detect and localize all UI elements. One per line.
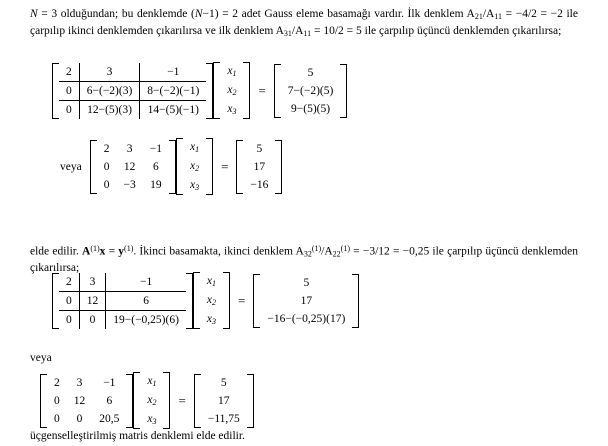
matrix-cell: 0	[59, 291, 79, 310]
bracket-left	[274, 64, 281, 118]
matrix-cell: 0	[79, 310, 106, 329]
bracket-left	[213, 62, 220, 119]
bracket-left	[40, 374, 47, 428]
vector-x-3	[193, 272, 230, 329]
matrix-cell: 0	[54, 412, 60, 425]
matrix-cell: 12	[79, 291, 106, 310]
matrix-cell: 20,5	[99, 412, 120, 425]
table-row	[183, 157, 206, 176]
vector-cell: $x_3$	[147, 413, 157, 426]
matrix-cell: −1	[140, 63, 207, 82]
table-row	[220, 100, 243, 119]
matrix-cell: 6	[152, 160, 159, 173]
matrix-cell: 2	[59, 273, 79, 292]
table-row	[200, 310, 223, 329]
matrix-cell: 0	[103, 178, 110, 191]
rhs-cell: −16−(−0,25)(17)	[267, 312, 346, 325]
matrix-cell: 3	[79, 63, 140, 82]
table-row	[183, 176, 206, 195]
equation-block-1	[52, 62, 347, 119]
vector-rhs-2	[236, 140, 282, 194]
vector-cell: $x_3$	[206, 313, 217, 326]
vector-cell: $x_2$	[206, 294, 217, 307]
vector-rhs-4	[194, 374, 254, 428]
matrix-cell: 3	[76, 376, 83, 389]
matrix-cell: 0	[76, 412, 83, 425]
bracket-right	[352, 274, 359, 328]
matrix-cell: 6−(−2)(3)	[79, 81, 140, 100]
bracket-right	[169, 140, 176, 194]
bracket-right	[223, 272, 230, 329]
matrix-cell: 2	[59, 63, 79, 82]
paragraph-intro-line2: $A_{21}/A_{11} = -4/2 = -2$ ile çarpılıp ikinci denklemden çıkarılırsa ve ilk denklem $A_{31}/A_{11} = 10/2 = 5$ ile çarpılıp üçüncü denklemden çıkarılırsa;	[30, 8, 578, 38]
bracket-right	[243, 62, 250, 119]
table-row	[243, 176, 275, 194]
vector-x-2	[176, 138, 213, 195]
equation-block-2	[60, 138, 282, 195]
bracket-left	[253, 274, 260, 328]
vector-cell: $x_3$	[189, 179, 200, 192]
matrix-cell: 12	[123, 160, 136, 173]
bracket-right	[340, 64, 347, 118]
table-row	[260, 310, 352, 328]
table-row	[200, 291, 223, 310]
table-row	[200, 272, 223, 291]
veya-label-2: veya	[30, 352, 52, 364]
table-row	[47, 374, 126, 392]
matrix-cell: 0	[103, 160, 110, 173]
rhs-cell: 17	[300, 294, 313, 307]
matrix-cell: 12	[73, 394, 86, 407]
vector-cell: $x_2$	[147, 394, 157, 407]
matrix-cell: 19	[150, 178, 162, 191]
rhs-cell: 5	[307, 66, 314, 79]
bracket-right	[186, 273, 193, 329]
bracket-left	[133, 372, 140, 429]
bracket-right	[206, 138, 213, 195]
rhs-cell: 9−(5)(5)	[291, 102, 331, 115]
table-row	[97, 176, 169, 194]
table-row	[201, 410, 247, 428]
matrix-cell: 6	[106, 394, 113, 407]
table-row	[140, 391, 163, 410]
matrix-cell: 3	[126, 142, 133, 155]
table-row	[243, 158, 275, 176]
vector-cell: $x_3$	[227, 103, 237, 116]
equals-sign: =	[221, 158, 229, 174]
table-row	[260, 292, 352, 310]
matrix-cell: −1	[106, 273, 186, 292]
vector-x-4	[133, 372, 170, 429]
rhs-cell: 17	[253, 160, 266, 173]
paragraph-second-step: elde edilir. $A^{(1)}x = y^{(1)}$. İkinci basamakta, ikinci denklem $A_{32}^{(1)}/A_{22}^{(1)} = -3/12 = -0,25$ ile çarpılıp üçüncü denklemden çıkarılırsa;	[30, 244, 578, 275]
table-row	[201, 392, 247, 410]
paragraph-intro	[30, 6, 578, 39]
rhs-cell: 5	[220, 376, 227, 389]
bracket-left	[193, 272, 200, 329]
table-row	[201, 374, 247, 392]
equation-block-4	[40, 372, 254, 429]
table-row	[281, 64, 341, 82]
table-row	[97, 140, 169, 158]
bracket-left	[194, 374, 201, 428]
bracket-left	[90, 140, 97, 194]
table-row	[183, 138, 206, 157]
table-row	[140, 372, 163, 391]
vector-cell: $x_1$	[189, 141, 200, 154]
table-row	[260, 274, 352, 292]
matrix-cell: 6	[106, 291, 186, 310]
paragraph-intro-line1: N = 3 olduğundan; bu denklemde (N−1) = 2 adet Gauss eleme basamağı vardır. İlk denklem	[30, 8, 464, 20]
bracket-right	[247, 374, 254, 428]
matrix-cell: 19−(−0,25)(6)	[106, 310, 186, 329]
matrix-cell: 0	[54, 394, 60, 407]
table-row	[220, 81, 243, 100]
rhs-cell: 5	[256, 142, 263, 155]
table-row	[47, 410, 126, 428]
matrix-cell: 0	[59, 100, 79, 119]
vector-cell: $x_2$	[189, 160, 200, 173]
matrix-cell: −3	[123, 178, 136, 191]
bracket-right	[163, 372, 170, 429]
vector-cell: $x_1$	[227, 65, 237, 78]
bracket-left	[236, 140, 243, 194]
table-row	[97, 158, 169, 176]
table-row	[47, 392, 126, 410]
table-row	[243, 140, 275, 158]
veya-label-1: veya	[60, 160, 82, 173]
matrix-cell: 14−(5)(−1)	[140, 100, 207, 119]
matrix-cell: 12−(5)(3)	[79, 100, 140, 119]
rhs-cell: 7−(−2)(5)	[287, 84, 334, 97]
matrix-cell: 0	[59, 81, 79, 100]
bracket-left	[52, 273, 59, 329]
table-row	[220, 62, 243, 81]
bracket-right	[206, 63, 213, 119]
table-row	[281, 100, 341, 118]
matrix-cell: −1	[103, 376, 116, 389]
equals-sign: =	[238, 292, 246, 308]
matrix-A-step1	[52, 63, 213, 119]
table-row	[281, 82, 341, 100]
matrix-cell: 0	[59, 310, 79, 329]
vector-cell: $x_1$	[147, 375, 157, 388]
table-row	[59, 273, 186, 292]
bracket-left	[52, 63, 59, 119]
paragraph-conclusion: üçgenselleştirilmiş matris denklemi elde edilir.	[30, 430, 245, 442]
table-row	[59, 63, 206, 82]
table-row	[59, 310, 186, 329]
rhs-cell: 5	[303, 276, 310, 289]
bracket-right	[126, 374, 133, 428]
table-row	[140, 410, 163, 429]
equals-sign: =	[258, 82, 266, 98]
vector-rhs-1	[274, 64, 348, 118]
table-row	[59, 291, 186, 310]
vector-cell: $x_2$	[227, 84, 237, 97]
equals-sign: =	[178, 392, 186, 408]
matrix-A-step2	[52, 273, 193, 329]
matrix-cell: 3	[79, 273, 106, 292]
vector-rhs-3	[253, 274, 359, 328]
rhs-cell: −16	[250, 178, 269, 191]
vector-x-1	[213, 62, 250, 119]
table-row	[59, 100, 206, 119]
matrix-A-step1-simplified	[90, 140, 176, 194]
matrix-cell: 2	[103, 142, 110, 155]
matrix-cell: 8−(−2)(−1)	[140, 81, 207, 100]
bracket-left	[176, 138, 183, 195]
vector-cell: $x_1$	[206, 275, 217, 288]
table-row	[59, 81, 206, 100]
rhs-cell: −11,75	[207, 412, 240, 425]
bracket-right	[275, 140, 282, 194]
rhs-cell: 17	[218, 394, 230, 407]
matrix-cell: −1	[149, 142, 162, 155]
equation-block-3	[52, 272, 359, 329]
matrix-cell: 2	[54, 376, 60, 389]
matrix-A-triangular	[40, 374, 133, 428]
